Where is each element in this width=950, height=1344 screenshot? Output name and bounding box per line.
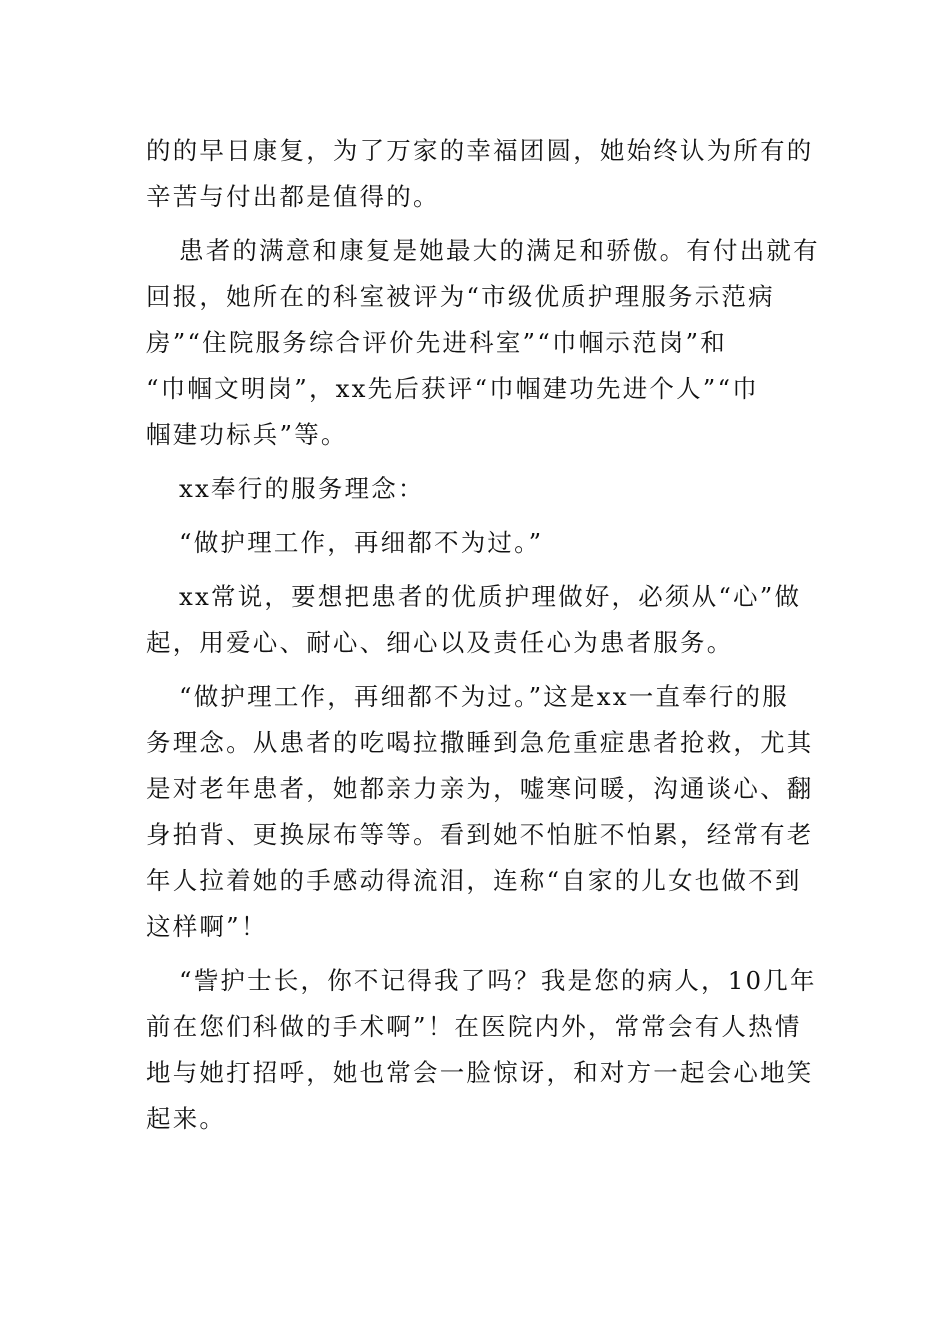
text-line: 前在您们科做的手术啊”！在医院内外，常常会有人热情 — [146, 1012, 802, 1041]
paragraph-5 — [146, 574, 806, 666]
text-line: 患者的满意和康复是她最大的满足和骄傲。有付出就有 — [179, 236, 820, 265]
text-line: 是对老年患者，她都亲力亲为，嘘寒问暖，沟通谈心、翻 — [146, 774, 814, 803]
document-body — [146, 128, 820, 1150]
text-line: 的的早日康复，为了万家的幸福团圆，她始终认为所有的 — [146, 136, 814, 165]
paragraph-4 — [146, 520, 806, 566]
text-line: xx奉行的服务理念： — [179, 474, 425, 503]
paragraph-1 — [146, 128, 814, 220]
text-line: 地与她打招呼，她也常会一脸惊讶，和对方一起会心地笑 — [146, 1058, 814, 1087]
text-line: “巾帼文明岗”，xx先后获评“巾帼建功先进个人”“巾 — [146, 374, 759, 403]
text-line: “做护理工作，再细都不为过。”这是xx一直奉行的服 — [179, 682, 789, 711]
text-line: 回报，她所在的科室被评为“市级优质护理服务示范病 — [146, 282, 775, 311]
paragraph-3 — [146, 466, 806, 512]
paragraph-6 — [146, 674, 814, 950]
text-line: 房”“住院服务综合评价先进科室”“巾帼示范岗”和 — [146, 328, 727, 357]
text-line: 帼建功标兵”等。 — [146, 420, 348, 449]
text-line: xx常说，要想把患者的优质护理做好，必须从“心”做 — [179, 582, 802, 611]
text-line: 起，用爱心、耐心、细心以及责任心为患者服务。 — [146, 628, 734, 657]
paragraph-2 — [146, 228, 820, 458]
text-line: 辛苦与付出都是值得的。 — [146, 182, 440, 211]
text-line: 务理念。从患者的吃喝拉撒睡到急危重症患者抢救，尤其 — [146, 728, 814, 757]
text-line: 年人拉着她的手感动得流泪，连称“自家的儿女也做不到 — [146, 866, 802, 895]
text-line: “訾护士长，你不记得我了吗？我是您的病人，10几年 — [179, 966, 817, 995]
text-line: “做护理工作，再细都不为过。” — [179, 528, 544, 557]
text-line: 起来。 — [146, 1104, 227, 1133]
text-line: 这样啊”！ — [146, 912, 268, 941]
paragraph-7 — [146, 958, 817, 1142]
text-line: 身拍背、更换尿布等等。看到她不怕脏不怕累，经常有老 — [146, 820, 814, 849]
